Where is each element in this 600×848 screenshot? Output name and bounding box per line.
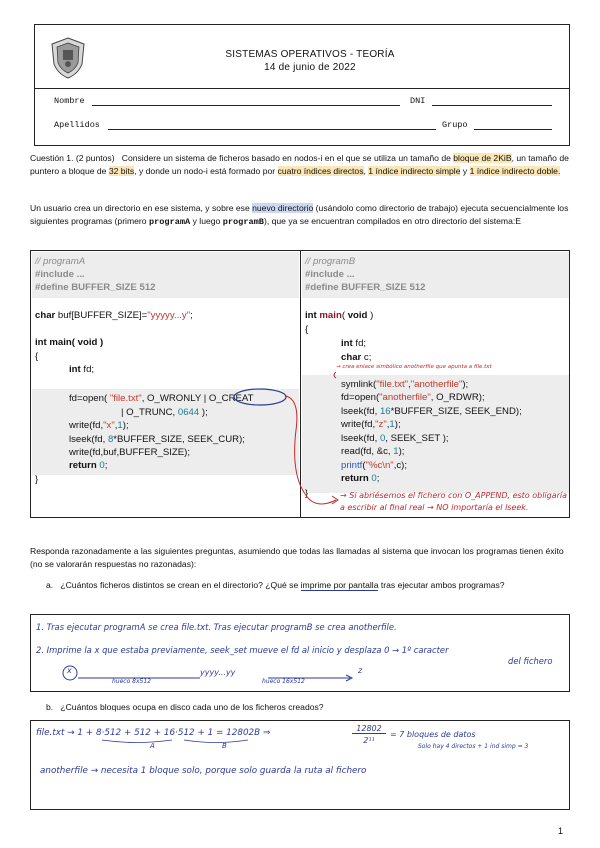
brace-b (184, 740, 248, 743)
code-line: #include ... (305, 269, 355, 280)
grupo-field[interactable] (474, 129, 552, 130)
q-text: (usándolo como directorio de trabajo) ejecuta secuencialmente los siguientes programas (primero (30, 203, 569, 226)
annotation-append: → Si abriésemos el fichero con O_APPEND, esto obligaría a escribir al final real → NO importaría el lseek. (340, 491, 568, 512)
code-line: symlink("file.txt","anotherfile"); (341, 379, 469, 390)
code-line: int fd; (341, 338, 367, 349)
code-line: return 0; (69, 460, 108, 471)
code-line: write(fd,"x",1); (69, 420, 129, 431)
code-line: // programA (35, 256, 86, 267)
question-b (46, 701, 566, 714)
code-line: fd=open("anotherfile", O_RDWR); (341, 392, 485, 403)
program-name: programB (222, 217, 264, 227)
question-statement (30, 152, 570, 178)
q-text: , un tamaño de puntero a bloque de (30, 153, 569, 176)
code-listing (30, 250, 570, 518)
highlight: 1 índice indirecto simple (368, 166, 461, 176)
question-a (46, 579, 566, 592)
code-line: read(fd, &c, 1); (341, 446, 405, 457)
code-line: printf("%c\n",c); (341, 460, 408, 471)
q-text: ¿Cuántos ficheros distintos se crean en el directorio? ¿Qué se (60, 580, 299, 590)
apellidos-label: Apellidos (54, 120, 100, 130)
q-text: y luego (192, 216, 221, 226)
university-seal-icon (48, 36, 88, 80)
answer-b-line2: anotherfile → necesita 1 bloque solo, porque solo guarda la ruta al fichero (40, 766, 367, 776)
code-line: write(fd,"z",1); (341, 419, 401, 430)
nombre-label: Nombre (54, 96, 85, 106)
term-braces (100, 738, 250, 746)
diagram-x: x (67, 666, 72, 675)
highlight: 1 índice indirecto doble. (469, 166, 561, 176)
header-divider (34, 88, 570, 89)
answer-a-line2: 2. Imprime la x que estaba previamente, seek_set mueve el fd al inicio y desplaza 0 → 1º caracter (36, 645, 449, 655)
code-line: // programB (305, 256, 356, 267)
highlight: nuevo directorio (252, 203, 314, 213)
code-line: return 0; (341, 473, 380, 484)
fraction-denominator: 2¹¹ (363, 736, 375, 745)
code-line: lseek(fd, 8*BUFFER_SIZE, SEEK_CUR); (69, 434, 245, 445)
code-line: lseek(fd, 0, SEEK_SET ); (341, 433, 449, 444)
question-a-label: a. (46, 580, 54, 590)
header-box (34, 24, 570, 146)
diagram-gap2: hueco 16x512 (262, 678, 305, 685)
dni-label: DNI (410, 96, 426, 106)
term-label-b: B (222, 742, 227, 750)
question-context (30, 202, 570, 229)
answer-a-line3: del fichero (508, 656, 553, 666)
brace-a (102, 740, 172, 743)
q-text: ¿Cuántos bloques ocupa en disco cada uno de los ficheros creados? (60, 702, 324, 712)
grupo-label: Grupo (442, 120, 468, 130)
answer-b-result: = 7 bloques de datos (390, 730, 476, 739)
page-number: 1 (558, 826, 564, 836)
highlight: 32 bits (108, 166, 135, 176)
course-title: SISTEMAS OPERATIVOS - TEORÍA (225, 49, 395, 60)
q-text: , y donde un nodo-i está formado por (134, 166, 276, 176)
highlight: cuatro índices directos (277, 166, 364, 176)
q-text: ), que ya se encuentran compilados en otro directorio del sistema:E (263, 216, 521, 226)
code-line: write(fd,buf,BUFFER_SIZE); (69, 447, 191, 458)
term-label-a: A (150, 742, 155, 750)
diagram-gap1: hueco 8x512 (112, 678, 151, 685)
q-text: , (363, 166, 366, 176)
fraction-numerator: 12802 (352, 724, 386, 734)
answer-b-note: Solo hay 4 directos + 1 ind simp = 3 (418, 743, 529, 750)
code-line: int main( void ) (35, 337, 104, 348)
q-text: tras ejecutar ambos programas? (380, 580, 505, 590)
code-line: | O_TRUNC, 0644 ); (121, 407, 208, 418)
code-line: { (35, 351, 39, 362)
code-line: #include ... (35, 269, 85, 280)
answer-b-line1: file.txt → 1 + 8·512 + 512 + 16·512 + 1 = 12802B ⇒ (36, 728, 271, 738)
answer-a-line1: 1. Tras ejecutar programA se crea file.txt. Tras ejecutar programB se crea anotherfile. (36, 622, 397, 632)
code-line: char buf[BUFFER_SIZE]="yyyyy...y"; (35, 310, 193, 321)
code-line: #define BUFFER_SIZE 512 (35, 282, 156, 293)
exam-header (180, 48, 440, 74)
nombre-field[interactable] (92, 105, 400, 106)
dni-field[interactable] (432, 105, 552, 106)
q-text: Un usuario crea un directorio en ese sistema, y sobre ese (30, 203, 250, 213)
code-line: fd=open( "file.txt", O_WRONLY | O_CREAT (69, 393, 254, 404)
q-text: Considere un sistema de ficheros basado en nodos-i en el que se utiliza un tamaño de (121, 153, 451, 163)
q-text: y (462, 166, 468, 176)
code-line: int fd; (69, 364, 95, 375)
instructions: Responda razonadamente a las siguientes preguntas, asumiendo que todas las llamadas al sistema que invocan los programas tienen éxito (no se valorarán respuestas no razonadas): (30, 546, 564, 569)
code-line: } (305, 488, 309, 499)
diagram-z: z (358, 666, 363, 675)
code-line: lseek(fd, 16*BUFFER_SIZE, SEEK_END); (341, 406, 522, 417)
code-divider (300, 251, 301, 517)
question-b-label: b. (46, 702, 54, 712)
code-line: char c; (341, 352, 372, 363)
highlight: bloque de 2KiB (453, 153, 512, 163)
question-label: Cuestión 1. (2 puntos) (30, 153, 115, 163)
diagram-data: yyyy...yy (200, 668, 236, 677)
exam-date: 14 de junio de 2022 (264, 62, 356, 73)
code-line: { (305, 324, 309, 335)
code-line: } (35, 474, 39, 485)
apellidos-field[interactable] (108, 129, 436, 130)
code-line: int main( void ) (305, 310, 374, 321)
annotation-symlink: → crea enlace simbólico anotherfile que apunta a file.txt (336, 364, 492, 370)
code-line: #define BUFFER_SIZE 512 (305, 282, 426, 293)
underlined-text: imprime por pantalla (300, 580, 379, 590)
program-name: programA (148, 217, 191, 227)
